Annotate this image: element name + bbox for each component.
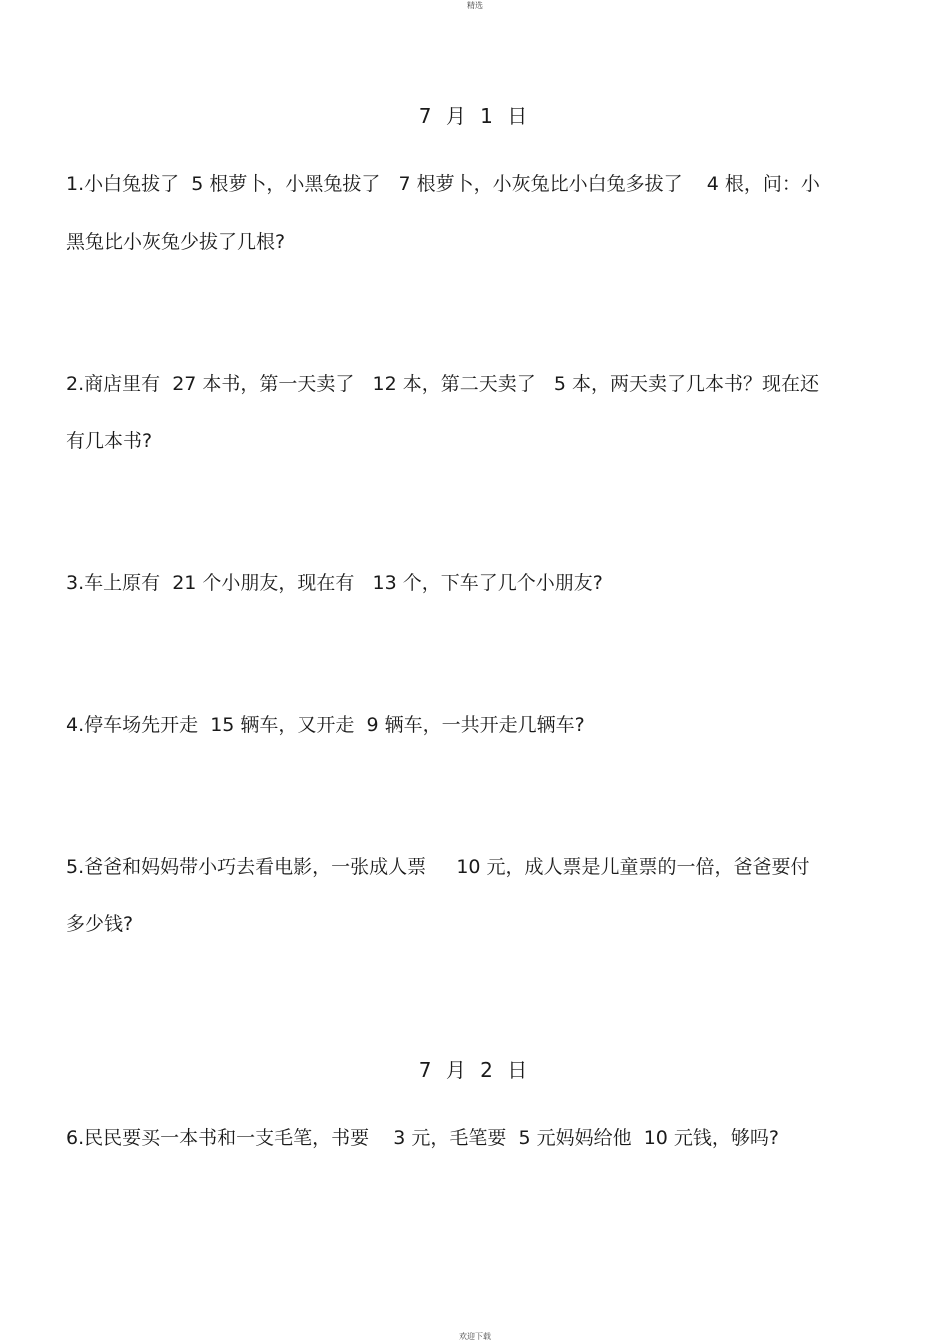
page-header-mark: 精选 xyxy=(467,1,483,10)
problem-1-line-2: 黑兔比小灰兔少拔了几根? xyxy=(66,231,286,253)
problem-2-line-2: 有几本书? xyxy=(66,430,153,452)
page-footer-mark: 欢迎下载 xyxy=(459,1332,491,1341)
problem-3-line-1: 3.车上原有 21 个小朋友，现在有 13 个，下车了几个小朋友? xyxy=(66,572,603,594)
date-heading-july-1: 7 月 1 日 xyxy=(418,104,532,128)
problem-4-line-1: 4.停车场先开走 15 辆车，又开走 9 辆车，一共开走几辆车? xyxy=(66,714,585,736)
problem-2-line-1: 2.商店里有 27 本书，第一天卖了 12 本，第二天卖了 5 本，两天卖了几本书？现在还 xyxy=(66,373,820,395)
date-heading-july-2: 7 月 2 日 xyxy=(418,1058,532,1082)
problem-5-line-1: 5.爸爸和妈妈带小巧去看电影，一张成人票 10 元，成人票是儿童票的一倍，爸爸要付 xyxy=(66,856,810,878)
problem-1-line-1: 1.小白兔拔了 5 根萝卜，小黑兔拔了 7 根萝卜，小灰兔比小白兔多拔了 4 根，问：小 xyxy=(66,173,820,195)
problem-6-line-1: 6.民民要买一本书和一支毛笔，书要 3 元，毛笔要 5 元妈妈给他 10 元钱，够吗? xyxy=(66,1127,780,1149)
problem-5-line-2: 多少钱? xyxy=(66,913,134,935)
